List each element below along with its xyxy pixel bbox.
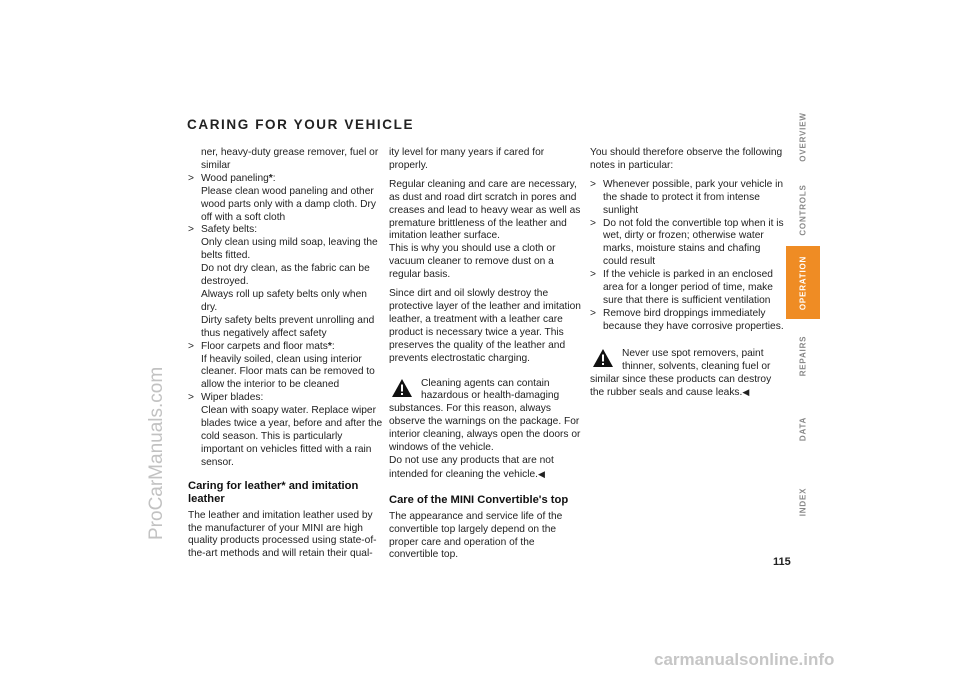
tab-label: OVERVIEW bbox=[798, 111, 808, 162]
item-title: Safety belts: bbox=[201, 224, 258, 236]
bullet-marker: > bbox=[188, 224, 194, 236]
warning-triangle-icon bbox=[391, 378, 413, 398]
paragraph: This is why you should use a cloth or vacuum cleaner to remove dust on a regular basis. bbox=[389, 243, 556, 281]
tab-repairs[interactable] bbox=[786, 319, 820, 392]
end-mark: ◀ bbox=[742, 387, 750, 398]
warning-block bbox=[389, 378, 585, 482]
list-item bbox=[590, 269, 786, 308]
section-tabs bbox=[786, 100, 820, 538]
list-item bbox=[590, 308, 786, 334]
paragraph: ity level for many years if cared for properly. bbox=[389, 147, 545, 171]
paragraph: Since dirt and oil slowly destroy the protective layer of the leather and imitation leather, a treatment with a leather care product is necessary twice a year. This preserves the quality of the leather and prevents electrostatic charging. bbox=[389, 288, 581, 364]
item-text: Remove bird droppings immediately because they have corrosive properties. bbox=[603, 307, 784, 332]
list-item-wiper bbox=[188, 392, 384, 469]
paragraph: The leather and imitation leather used by the manufacturer of your MINI are high quality products processed using state-of-the-art methods and will retain their qual- bbox=[188, 509, 377, 560]
bullet-marker: > bbox=[188, 392, 194, 404]
text-column-2 bbox=[389, 147, 585, 562]
bullet-marker: > bbox=[590, 217, 596, 229]
colon: : bbox=[331, 340, 335, 352]
tab-controls[interactable] bbox=[786, 173, 820, 246]
paragraph: The appearance and service life of the convertible top largely depend on the proper care and operation of the convertible top. bbox=[389, 510, 563, 561]
item-text: Do not dry clean, as the fabric can be destroyed. bbox=[201, 263, 370, 288]
warning-text: Never use spot removers, paint thinner, solvents, cleaning fuel or similar since these products can destroy the rubber seals and cause leaks. bbox=[590, 347, 772, 399]
item-text: Whenever possible, park your vehicle in the shade to protect it from intense sunlight bbox=[603, 178, 784, 216]
paragraph: Regular cleaning and care are necessary, as dust and road dirt scratch in pores and creases and lead to heavy wear as well as premature brittleness of the leather and imitation leather surface. bbox=[389, 178, 581, 242]
tab-label: DATA bbox=[798, 416, 808, 441]
tab-label: OPERATION bbox=[798, 255, 808, 310]
section-heading-convertible-top: Care of the MINI Convertible's top bbox=[389, 493, 569, 506]
tab-overview[interactable] bbox=[786, 100, 820, 173]
warning-triangle-icon bbox=[592, 348, 614, 368]
text-column-3 bbox=[590, 147, 786, 400]
item-title: Wiper blades: bbox=[201, 392, 264, 404]
list-item bbox=[590, 179, 786, 218]
item-text: Always roll up safety belts only when dry. bbox=[201, 288, 367, 313]
tab-label: CONTROLS bbox=[798, 183, 808, 236]
paragraph: You should therefore observe the following notes in particular: bbox=[590, 147, 783, 171]
item-title: Floor carpets and floor mats bbox=[201, 340, 328, 352]
text-column-1 bbox=[188, 147, 384, 561]
bullet-marker: > bbox=[590, 269, 596, 281]
item-text: If the vehicle is parked in an enclosed area for a longer period of time, make sure that there is sufficient ventilation bbox=[603, 269, 773, 306]
item-text: Please clean wood paneling and other wood parts only with a damp cloth. Dry off with a soft cloth bbox=[201, 185, 376, 223]
bullet-marker: > bbox=[590, 178, 596, 190]
item-text: If heavily soiled, clean using interior cleaner. Floor mats can be removed to allow the interior to be cleaned bbox=[201, 353, 375, 391]
list-item-text: ner, heavy-duty grease remover, fuel or similar bbox=[201, 147, 379, 171]
warning-text: Cleaning agents can contain hazardous or health-damaging substances. For this reason, always observe the warnings on the package. For interior cleaning, always open the doors or windows of the vehicle. bbox=[389, 377, 581, 454]
watermark-side: ProCarManuals.com bbox=[146, 366, 167, 540]
item-text: Do not fold the convertible top when it is wet, dirty or frozen; otherwise water marks, moisture stains and chafing could result bbox=[603, 217, 784, 268]
tab-label: INDEX bbox=[798, 487, 808, 516]
tab-operation[interactable] bbox=[786, 246, 820, 319]
tab-index[interactable] bbox=[786, 465, 820, 538]
tab-data[interactable] bbox=[786, 392, 820, 465]
warning-text: Do not use any products that are not intended for cleaning the vehicle. bbox=[389, 454, 554, 480]
list-item-wood bbox=[188, 173, 384, 225]
list-item-floor bbox=[188, 341, 384, 393]
option-star: * bbox=[268, 172, 273, 184]
page-number: 115 bbox=[773, 556, 791, 568]
watermark-bottom: carmanualsonline.info bbox=[654, 650, 835, 669]
item-text: Dirty safety belts prevent unrolling and thus negatively affect safety bbox=[201, 314, 375, 339]
end-mark: ◀ bbox=[537, 468, 545, 479]
list-item bbox=[590, 218, 786, 270]
list-item bbox=[188, 147, 384, 173]
section-heading-leather: Caring for leather* and imitation leather bbox=[188, 479, 359, 505]
option-star: * bbox=[327, 340, 332, 352]
bullet-marker: > bbox=[188, 340, 194, 352]
list-item-belts bbox=[188, 224, 384, 340]
colon: : bbox=[272, 172, 276, 184]
bullet-marker: > bbox=[188, 172, 194, 184]
warning-block bbox=[590, 348, 786, 401]
tab-label: REPAIRS bbox=[798, 335, 808, 376]
page-title: CARING FOR YOUR VEHICLE bbox=[187, 117, 415, 132]
item-text: Only clean using mild soap, leaving the belts fitted. bbox=[201, 237, 378, 262]
item-text: Clean with soapy water. Replace wiper blades twice a year, before and after the cold season. This is particularly important on vehicles fitted with a rain sensor. bbox=[201, 405, 383, 468]
bullet-marker: > bbox=[590, 307, 596, 319]
item-title: Wood paneling bbox=[201, 172, 269, 184]
